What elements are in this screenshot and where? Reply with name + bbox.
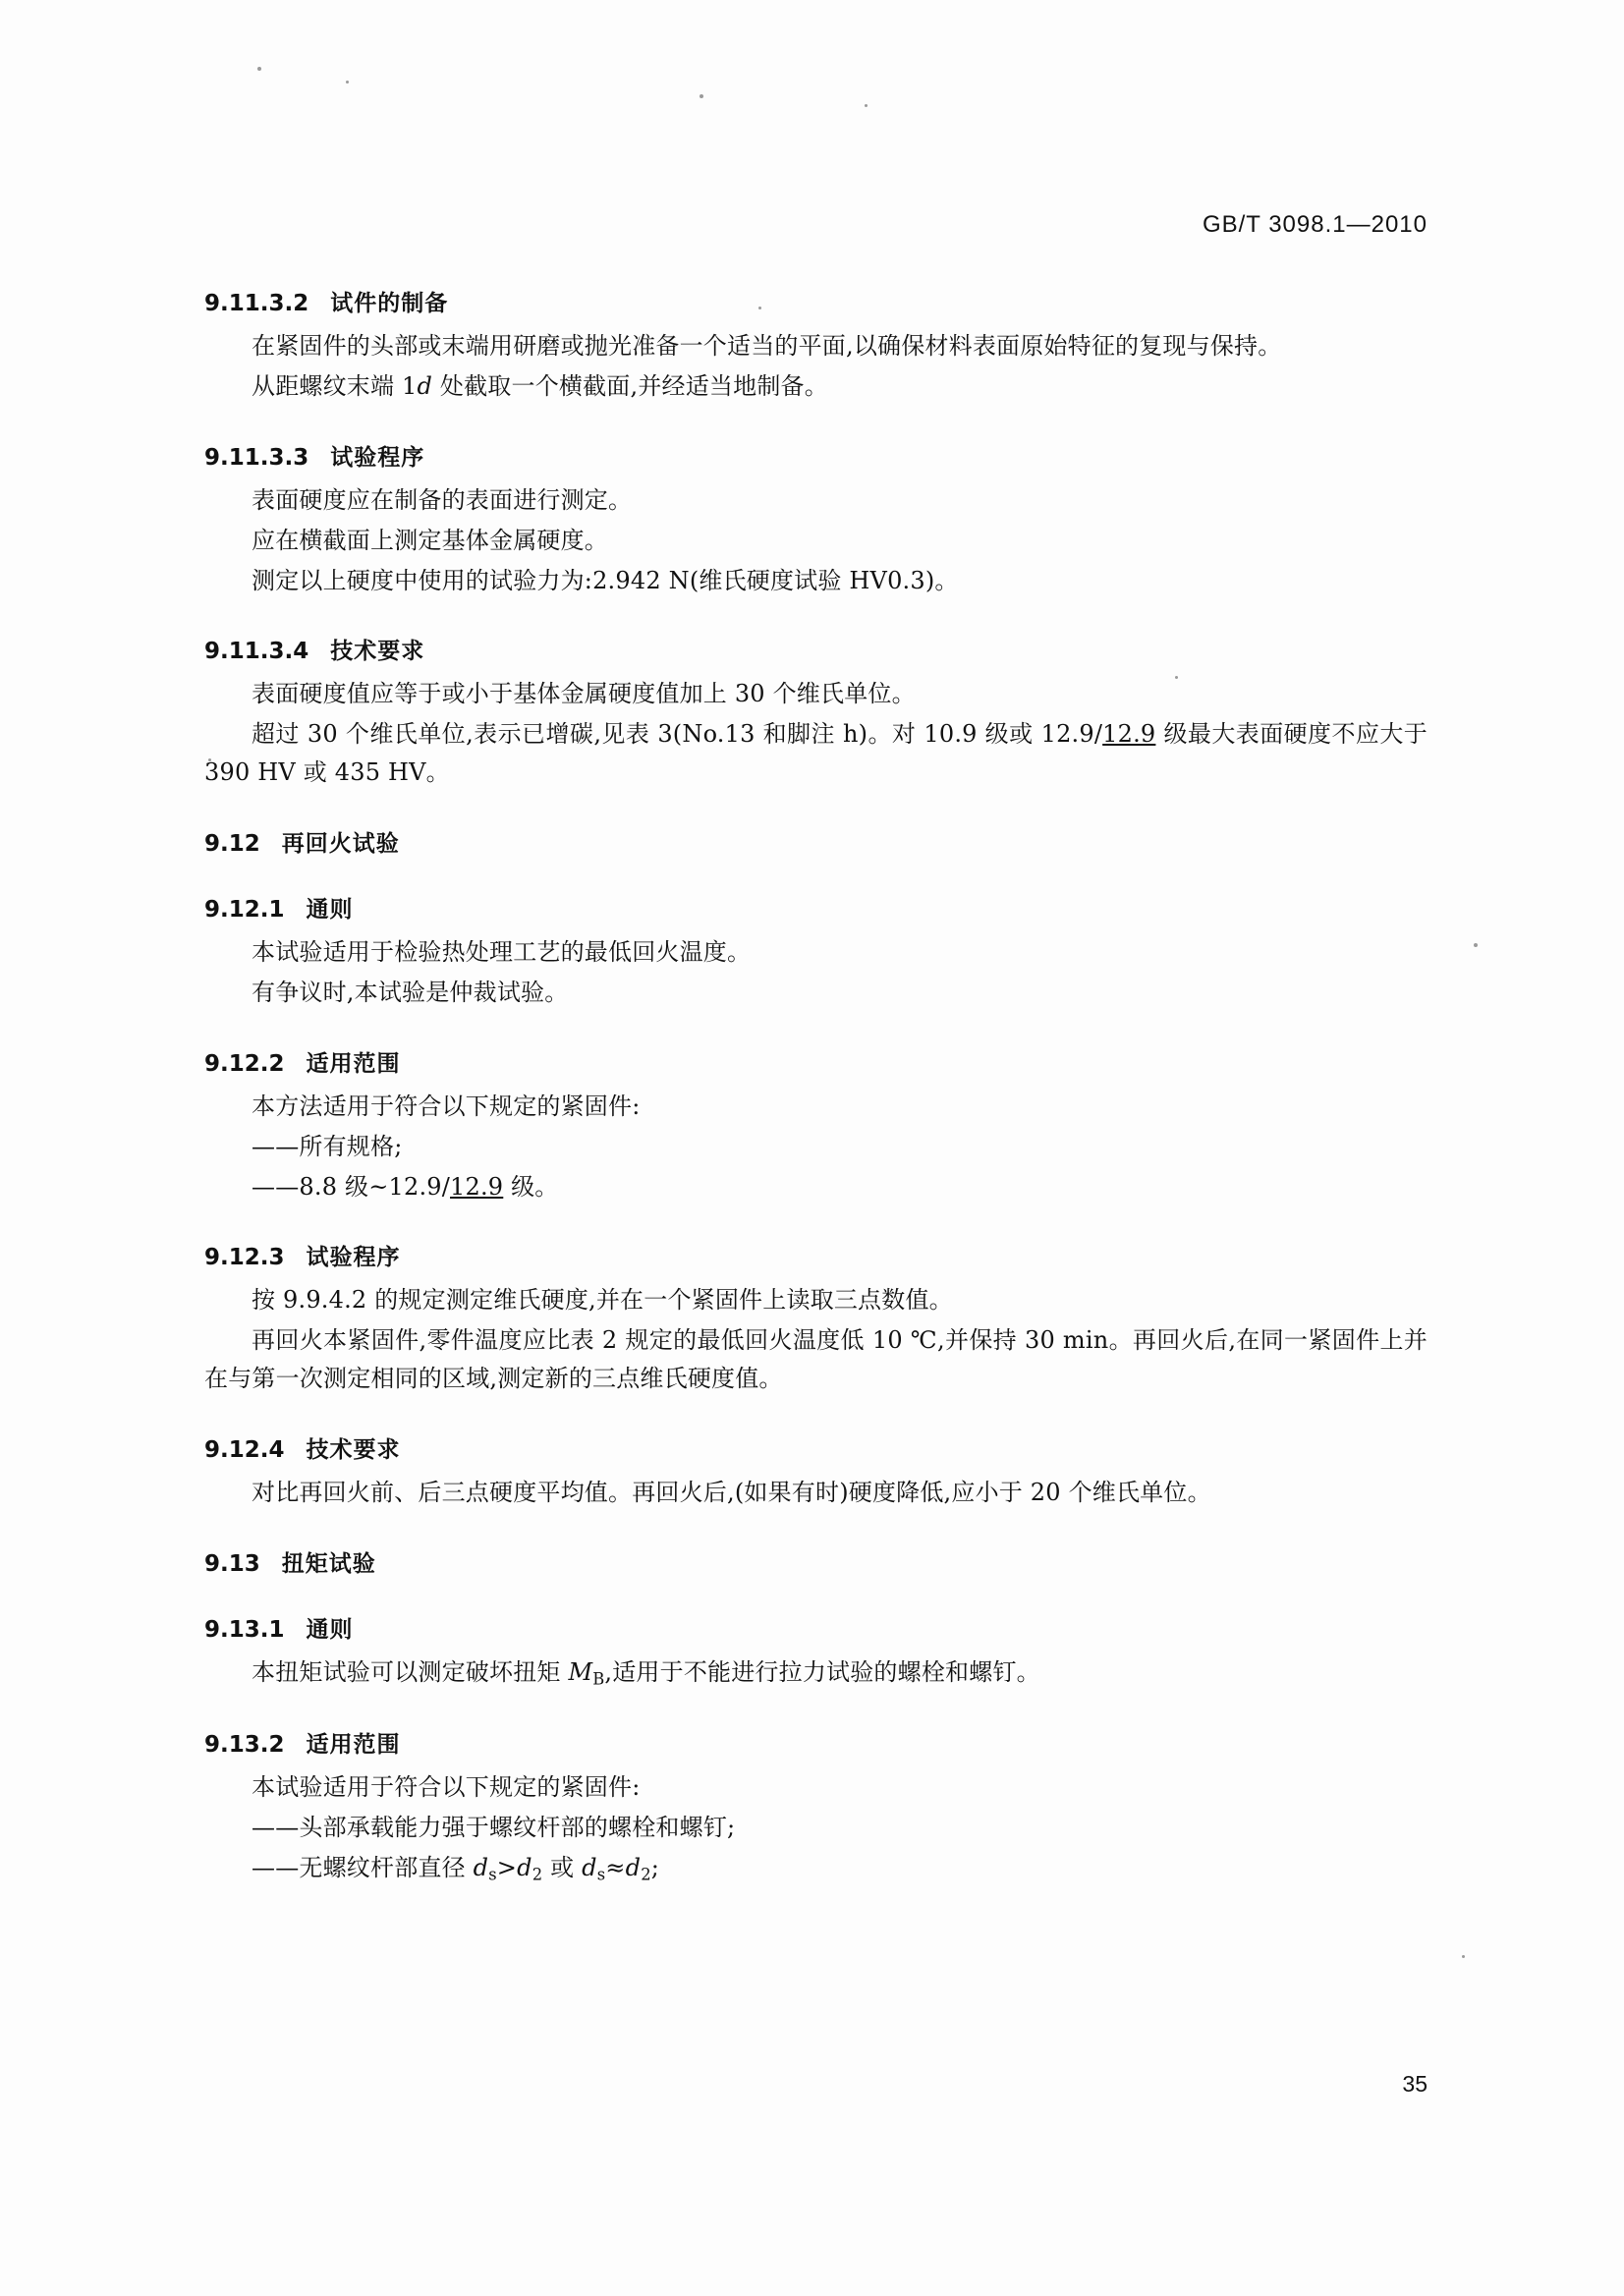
paragraph: 从距螺纹末端 1d 处截取一个横截面,并经适当地制备。 xyxy=(252,371,828,400)
clause-number: 9.12.1 xyxy=(204,897,285,923)
clause-title: 技术要求 xyxy=(330,639,425,665)
document-body xyxy=(204,285,1428,1890)
paragraph: 超过 30 个维氏单位,表示已增碳,见表 3(No.13 和脚注 h)。对 10.9 级或 12.9/12.9 级最大表面硬度不应大于 390 HV 或 435 HV。 xyxy=(204,720,1428,787)
clause-number: 9.13.1 xyxy=(204,1616,285,1643)
clause-number: 9.12.4 xyxy=(204,1437,285,1463)
section-heading-9-12-3 xyxy=(204,1239,1428,1271)
paragraph: 应在横截面上测定基体金属硬度。 xyxy=(252,526,608,554)
clause-title: 技术要求 xyxy=(306,1437,401,1463)
clause-number: 9.13 xyxy=(204,1550,260,1577)
clause-title: 试件的制备 xyxy=(330,291,449,316)
list-item: ——8.8 级~12.9/12.9 级。 xyxy=(252,1172,559,1201)
clause-number: 9.11.3.4 xyxy=(204,639,309,665)
section-heading-9-13 xyxy=(204,1545,1428,1578)
clause-title: 通则 xyxy=(306,897,354,923)
section-heading-9-12-1 xyxy=(204,891,1428,924)
list-item: ——所有规格; xyxy=(252,1132,403,1160)
clause-title: 试验程序 xyxy=(330,444,425,471)
paragraph: 按 9.9.4.2 的规定测定维氏硬度,并在一个紧固件上读取三点数值。 xyxy=(252,1286,953,1315)
paragraph: 本试验适用于符合以下规定的紧固件: xyxy=(252,1772,641,1801)
clause-number: 9.11.3.3 xyxy=(204,444,309,471)
section-heading-9-12-2 xyxy=(204,1045,1428,1078)
clause-number: 9.12.3 xyxy=(204,1245,285,1271)
section-heading-9-13-1 xyxy=(204,1611,1428,1644)
clause-number: 9.13.2 xyxy=(204,1731,285,1758)
clause-number: 9.11.3.2 xyxy=(204,291,309,316)
paragraph: 本试验适用于检验热处理工艺的最低回火温度。 xyxy=(252,938,752,966)
section-heading-9-11-3-2 xyxy=(204,285,1428,317)
paragraph: 再回火本紧固件,零件温度应比表 2 规定的最低回火温度低 10 ℃,并保持 30 min。再回火后,在同一紧固件上并在与第一次测定相同的区域,测定新的三点维氏硬度值。 xyxy=(204,1326,1428,1393)
section-heading-9-12-4 xyxy=(204,1431,1428,1464)
list-item: ——头部承载能力强于螺纹杆部的螺栓和螺钉; xyxy=(252,1813,736,1841)
section-heading-9-13-2 xyxy=(204,1726,1428,1759)
paragraph: 本方法适用于符合以下规定的紧固件: xyxy=(252,1092,641,1120)
clause-number: 9.12.2 xyxy=(204,1050,285,1077)
paragraph: 本扭矩试验可以测定破坏扭矩 $M_B$,适用于不能进行拉力试验的螺栓和螺钉。 xyxy=(252,1657,1040,1689)
clause-title: 再回火试验 xyxy=(281,831,400,857)
clause-title: 扭矩试验 xyxy=(281,1550,376,1577)
paragraph: 在紧固件的头部或末端用研磨或抛光准备一个适当的平面,以确保材料表面原始特征的复现与保持。 xyxy=(252,332,1282,360)
clause-title: 试验程序 xyxy=(306,1245,401,1271)
paragraph: 表面硬度值应等于或小于基体金属硬度值加上 30 个维氏单位。 xyxy=(252,680,916,708)
section-heading-9-12 xyxy=(204,825,1428,858)
paragraph: 有争议时,本试验是仲裁试验。 xyxy=(252,978,569,1006)
clause-title: 适用范围 xyxy=(306,1731,401,1758)
section-heading-9-11-3-4 xyxy=(204,633,1428,665)
section-heading-9-11-3-3 xyxy=(204,439,1428,472)
list-item: ——无螺纹杆部直径 $d_s>d_2$ 或 $d_s\approx d_2$; xyxy=(252,1853,660,1884)
clause-number: 9.12 xyxy=(204,831,260,857)
paragraph: 表面硬度应在制备的表面进行测定。 xyxy=(252,485,633,514)
page-number: 35 xyxy=(1402,2071,1428,2097)
paragraph: 对比再回火前、后三点硬度平均值。再回火后,(如果有时)硬度降低,应小于 20 个维氏单位。 xyxy=(252,1479,1211,1506)
clause-title: 适用范围 xyxy=(306,1050,401,1077)
paragraph: 测定以上硬度中使用的试验力为:2.942 N(维氏硬度试验 HV0.3)。 xyxy=(252,566,959,594)
clause-title: 通则 xyxy=(306,1616,354,1643)
standard-header: GB/T 3098.1—2010 xyxy=(1202,211,1428,238)
